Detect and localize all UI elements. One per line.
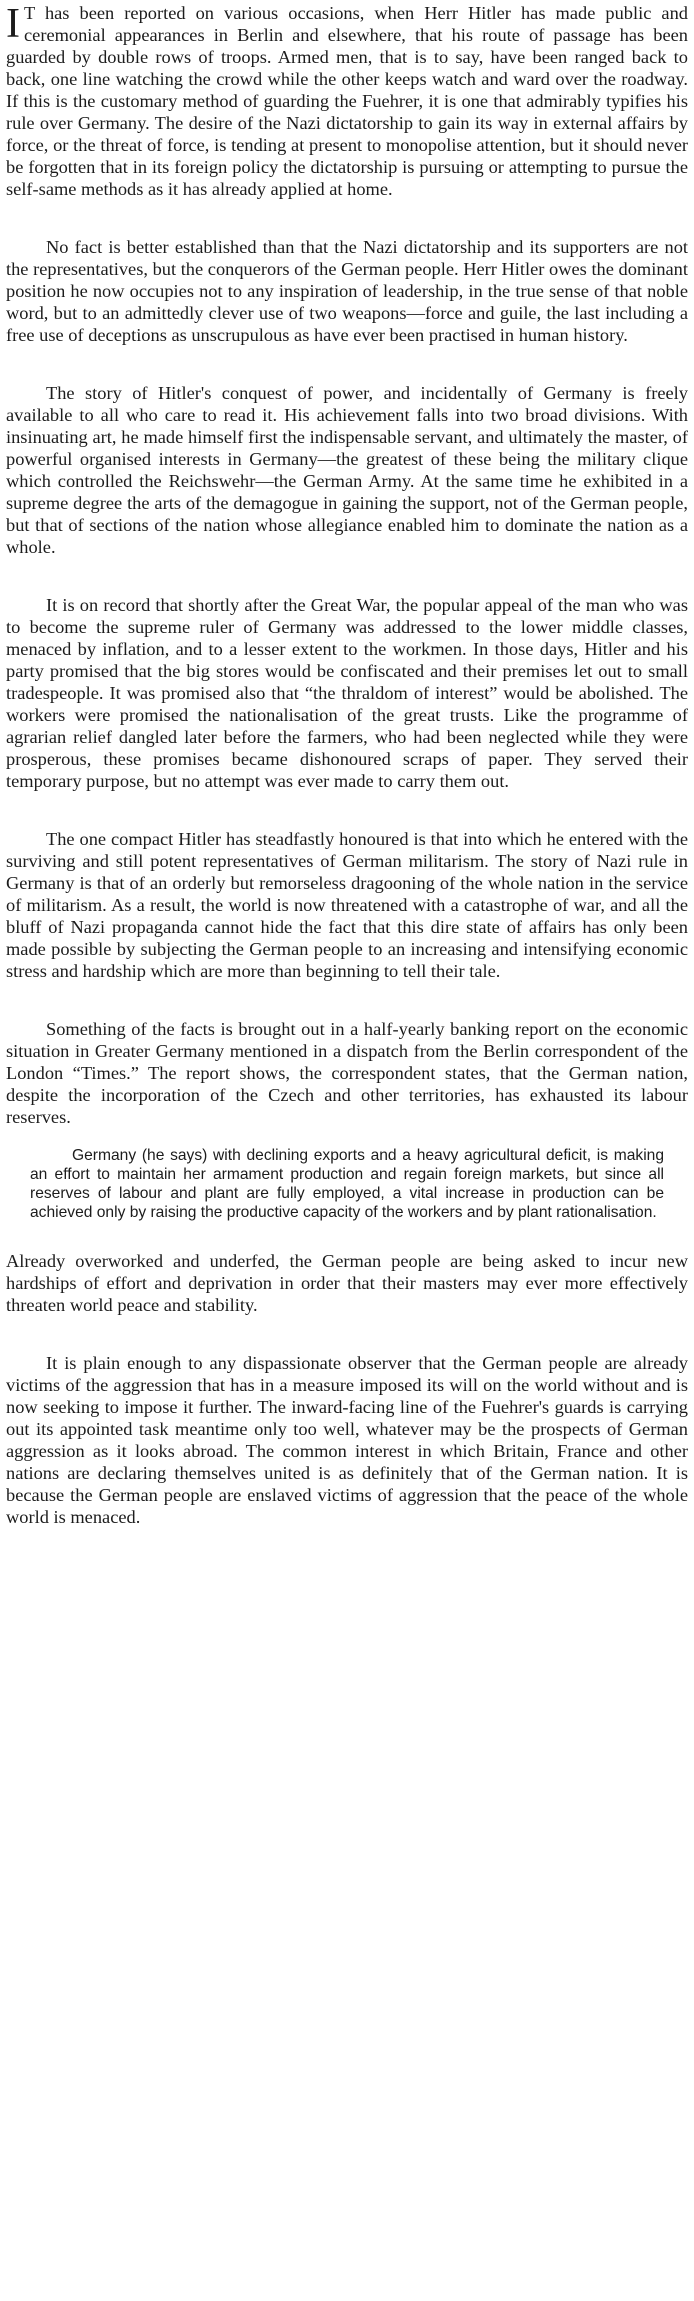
paragraph-4: It is on record that shortly after the Great War, the popular appeal of the man who was to become the supreme ruler of Germany was addressed to the lower middle classes, menaced by inflation, and to a lesser extent to the workmen. In those days, Hitler and his party promised that the big stores would be confiscated and their premises let out to small tradespeople. It was promised also that “the thraldom of interest” would be abolished. The workers were promised the nationalisation of the great trusts. Like the programme of agrarian relief dangled later before the farmers, who had been neglected while they were prosperous, these promises became dishonoured scraps of paper. They served their temporary purpose, but no attempt was ever made to carry them out.: [6, 595, 688, 791]
paragraph-1: [6, 2, 688, 200]
drop-cap: I: [6, 1, 20, 47]
closing-paragraph: It is plain enough to any dispassionate observer that the German people are already victims of the aggression that has in a measure imposed its will on the world without and is now seeking to impose it further. The inward-facing line of the Fuehrer's guards is carrying out its appointed task meantime only too well, whatever may be the prospects of German aggression as it looks abroad. The common interest in which Britain, France and other nations are declaring themselves united is as definitely that of the German nation. It is because the German people are enslaved victims of aggression that the peace of the whole world is menaced.: [6, 1353, 688, 1527]
paragraph-1-text: T has been reported on various occasions, when Herr Hitler has made public and ceremonial appearances in Berlin and elsewhere, that his route of passage has been guarded by double rows of troops. Armed men, that is to say, have been ranged back to back, one line watching the crowd while the other keeps watch and ward over the roadway. If this is the customary method of guarding the Fuehrer, it is one that admirably typifies his rule over Germany. The desire of the Nazi dictatorship to gain its way in external affairs by force, or the threat of force, is tending at present to monopolise attention, but it should never be forgotten that in its foreign policy the dictatorship is pursuing or attempting to pursue the self-same methods as it has already applied at home.: [6, 3, 688, 199]
paragraph-3: The story of Hitler's conquest of power, and incidentally of Germany is freely available to all who care to read it. His achievement falls into two broad divisions. With insinuating art, he made himself first the indispensable servant, and ultimately the master, of powerful organised interests in Germany—the greatest of these being the military clique which controlled the Reichswehr—the German Army. At the same time he exhibited in a supreme degree the arts of the demagogue in gaining the support, not of the German people, but that of sections of the nation whose allegiance enabled him to dominate the nation as a whole.: [6, 383, 688, 557]
paragraph-6: Something of the facts is brought out in a half-yearly banking report on the economic situation in Greater Germany mentioned in a dispatch from the Berlin correspondent of the London “Times.” The report shows, the correspondent states, that the German nation, despite the incorporation of the Czech and other territories, has exhausted its labour reserves.: [6, 1019, 688, 1127]
paragraph-2: No fact is better established than that the Nazi dictatorship and its supporters are not the representatives, but the conquerors of the German people. Herr Hitler owes the dominant position he now occupies not to any inspiration of leadership, in the true sense of that noble word, but to an admittedly clever use of two weapons—force and guile, the last including a free use of deceptions as unscrupulous as have ever been practised in human history.: [6, 237, 688, 345]
paragraph-5: The one compact Hitler has steadfastly honoured is that into which he entered with the surviving and still potent representatives of German militarism. The story of Nazi rule in Germany is that of an orderly but remorseless dragooning of the whole nation in the service of militarism. As a result, the world is now threatened with a catastrophe of war, and all the bluff of Nazi propaganda cannot hide the fact that this dire state of affairs has only been made possible by subjecting the German people to an increasing and intensifying economic stress and hardship which are more than beginning to tell their tale.: [6, 829, 688, 981]
block-quote: Germany (he says) with declining exports and a heavy agricultural deficit, is making an effort to maintain her armament production and regain foreign markets, but since all reserves of labour and plant are fully employed, a vital increase in production can be achieved only by raising the productive capacity of the workers and by plant rationalisation.: [30, 1147, 664, 1221]
paragraph-after-quote: Already overworked and underfed, the German people are being asked to incur new hardships of effort and deprivation in order that their masters may ever more effectively threaten world peace and stability.: [6, 1251, 688, 1315]
